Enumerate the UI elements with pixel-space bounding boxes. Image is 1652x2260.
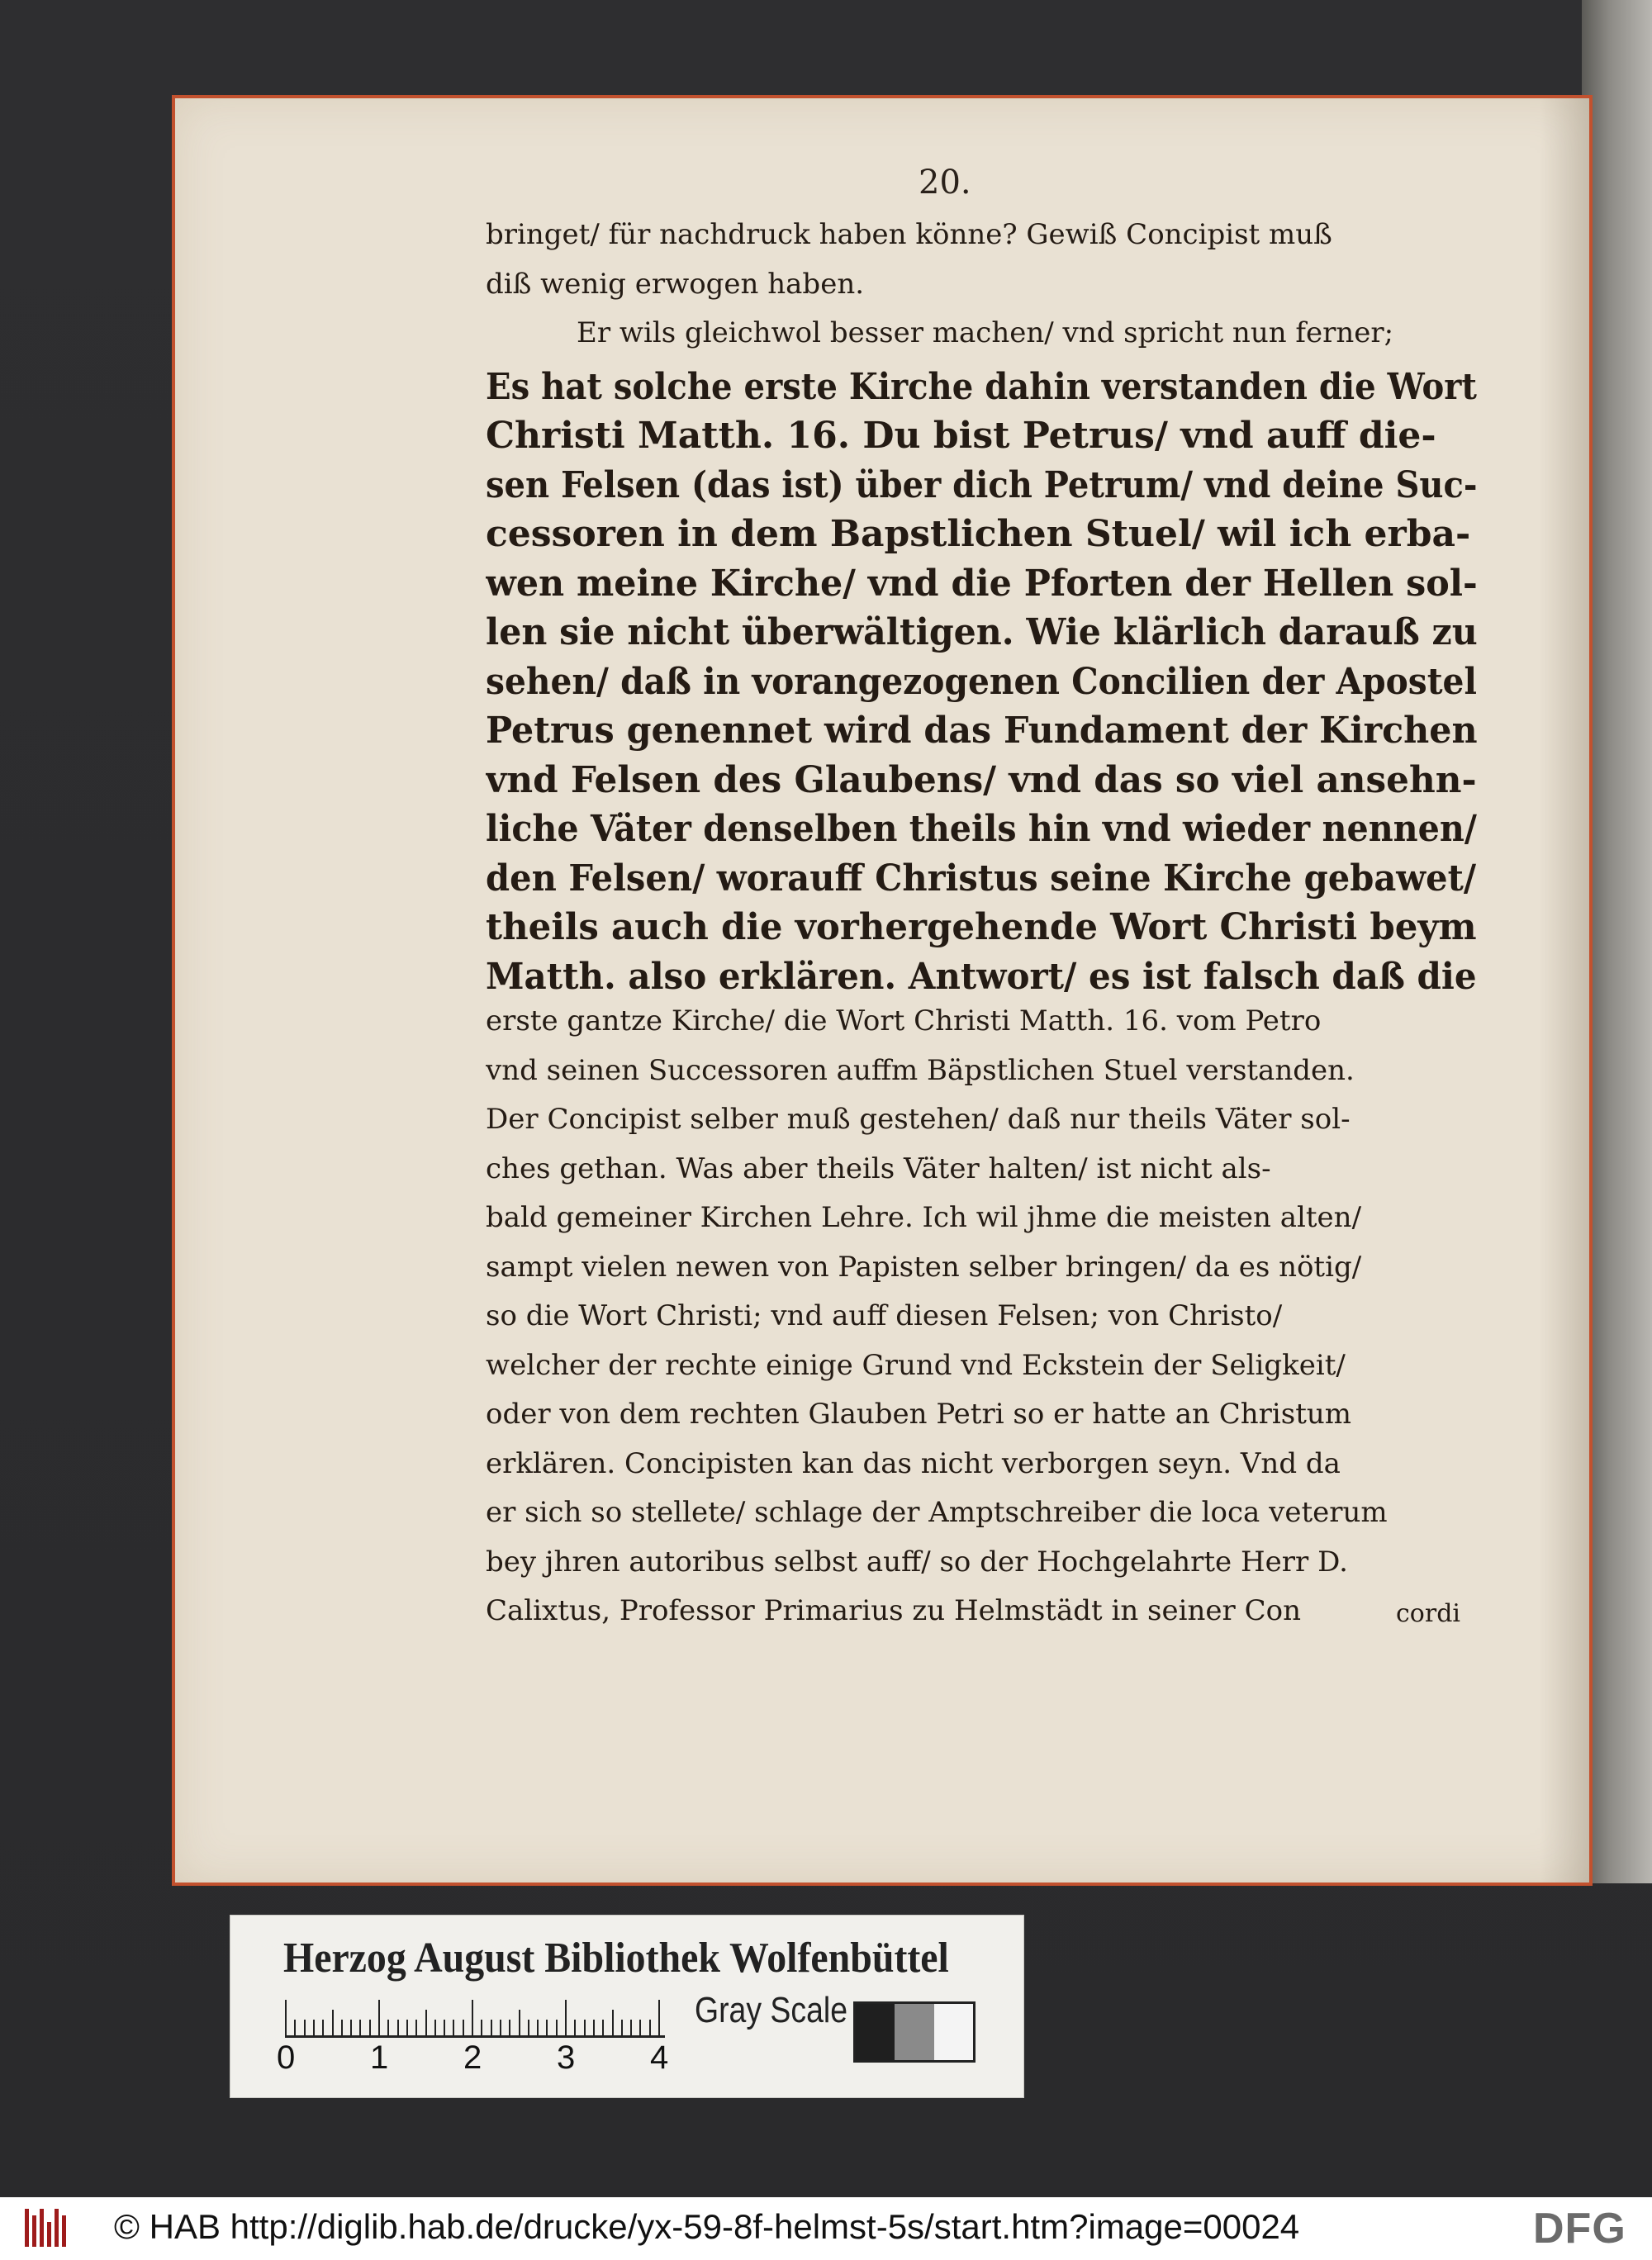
gray-swatch: [856, 2004, 895, 2060]
ruler-tick: [369, 2020, 371, 2038]
ruler-number: 0: [277, 2039, 296, 2076]
ruler-tick: [378, 2000, 380, 2038]
text-line: Calixtus, Professor Primarius zu Helmstädt in seiner Con: [486, 1594, 1301, 1627]
ruler-tick: [313, 2020, 315, 2038]
ruler-tick: [387, 2020, 389, 2038]
text-line: cessoren in dem Bapstlichen Stuel/ wil ich erba-: [486, 513, 1471, 555]
ruler-tick: [463, 2020, 464, 2038]
ruler-tick: [294, 2020, 296, 2038]
page-text-block: [486, 207, 1502, 1636]
ruler-tick: [519, 2010, 520, 2038]
text-line: Christi Matth. 16. Du bist Petrus/ vnd auff die-: [486, 415, 1436, 457]
text-line: vnd seinen Successoren auffm Bäpstlichen Stuel verstanden.: [486, 1053, 1355, 1087]
ruler-tick: [481, 2020, 482, 2038]
ruler-card: [230, 1915, 1024, 2098]
ruler-tick: [397, 2020, 399, 2038]
gray-scale-swatches: [853, 2001, 976, 2063]
ruler-tick: [556, 2020, 558, 2038]
page-number: 20.: [919, 164, 971, 202]
ruler-number: 1: [370, 2039, 389, 2076]
text-line: Petrus genennet wird das Fundament der Kirchen: [486, 710, 1478, 752]
text-line: Matth. also erklären. Antwort/ es ist falsch daß die: [486, 955, 1477, 998]
ruler-tick: [304, 2020, 306, 2038]
ruler-tick: [322, 2020, 324, 2038]
ruler-numbers: [277, 2039, 706, 2081]
text-line: er sich so stellete/ schlage der Amptschreiber die loca veterum: [486, 1496, 1388, 1529]
ruler-tick: [621, 2020, 623, 2038]
text-line: oder von dem rechten Glauben Petri so er hatte an Christum: [486, 1398, 1351, 1431]
text-line: bey jhren autoribus selbst auff/ so der Hochgelahrte Herr D.: [486, 1545, 1348, 1579]
footer-url-text[interactable]: © HAB http://diglib.hab.de/drucke/yx-59-8f-helmst-5s/start.htm?image=00024: [114, 2207, 1300, 2246]
ruler-tick: [649, 2020, 651, 2038]
ruler-tick: [658, 2000, 660, 2038]
ruler-tick: [630, 2020, 632, 2038]
footer-bar: [0, 2197, 1652, 2260]
ruler-tick: [285, 2000, 287, 2038]
ruler-tick: [593, 2020, 595, 2038]
ruler-tick: [500, 2020, 501, 2038]
text-line: so die Wort Christi; vnd auff diesen Felsen; von Christo/: [486, 1299, 1283, 1332]
ruler-tick: [434, 2020, 436, 2038]
ruler-tick: [584, 2020, 586, 2038]
text-line: liche Väter denselben theils hin vnd wieder nennen/: [486, 808, 1477, 850]
ruler-tick: [565, 2000, 567, 2038]
text-line: den Felsen/ worauff Christus seine Kirche gebawet/: [486, 857, 1477, 900]
page-gutter-shadow: [1540, 98, 1589, 1883]
text-line: sen Felsen (das ist) über dich Petrum/ vnd deine Suc-: [486, 463, 1478, 506]
ruler-tick: [350, 2020, 352, 2038]
ruler-tick: [444, 2020, 445, 2038]
text-line: Er wils gleichwol besser machen/ vnd spricht nun ferner;: [577, 316, 1394, 349]
text-line: sampt vielen newen von Papisten selber bringen/ da es nötig/: [486, 1250, 1362, 1284]
ruler-tick: [528, 2020, 529, 2038]
catchword: cordi: [1396, 1599, 1461, 1628]
text-line: Der Concipist selber muß gestehen/ daß nur theils Väter sol-: [486, 1103, 1351, 1136]
ruler-tick: [491, 2020, 492, 2038]
ruler-tick: [425, 2010, 427, 2038]
ruler-tick: [453, 2020, 454, 2038]
text-line: bald gemeiner Kirchen Lehre. Ich wil jhme die meisten alten/: [486, 1201, 1362, 1234]
gray-swatch: [895, 2004, 933, 2060]
hab-logo-icon: [25, 2209, 69, 2247]
text-line: vnd Felsen des Glaubens/ vnd das so viel ansehn-: [486, 758, 1477, 801]
ruler-number: 2: [463, 2039, 482, 2076]
ruler-tick: [602, 2020, 604, 2038]
text-line: wen meine Kirche/ vnd die Pforten der Hellen sol-: [486, 562, 1478, 605]
text-line: ches gethan. Was aber theils Väter halten/ ist nicht als-: [486, 1151, 1271, 1185]
dfg-logo: DFG: [1533, 2205, 1626, 2253]
text-line: bringet/ für nachdruck haben könne? Gewiß Concipist muß: [486, 218, 1332, 251]
ruler-tick: [472, 2000, 473, 2038]
library-title: Herzog August Bibliothek Wolfenbüttel: [283, 1935, 949, 1982]
text-line: diß wenig erwogen haben.: [486, 267, 865, 301]
text-line: theils auch die vorhergehende Wort Christi beym: [486, 906, 1477, 948]
text-line: len sie nicht überwältigen. Wie klärlich darauß zu: [486, 611, 1478, 653]
ruler-tick: [509, 2020, 510, 2038]
ruler-tick: [406, 2020, 408, 2038]
text-line: Es hat solche erste Kirche dahin verstanden die Wort: [486, 365, 1477, 408]
ruler-tick: [574, 2020, 576, 2038]
ruler-tick: [332, 2010, 334, 2038]
ruler: [285, 2000, 665, 2038]
text-line: sehen/ daß in vorangezogenen Concilien der Apostel: [486, 660, 1477, 703]
ruler-number: 3: [557, 2039, 576, 2076]
text-line: welcher der rechte einige Grund vnd Eckstein der Seligkeit/: [486, 1348, 1346, 1382]
ruler-tick: [341, 2020, 343, 2038]
ruler-number: 4: [650, 2039, 669, 2076]
ruler-tick: [639, 2020, 641, 2038]
ruler-tick: [546, 2020, 548, 2038]
gray-scale-label: Gray Scale: [695, 1990, 847, 2030]
text-line: erste gantze Kirche/ die Wort Christi Matth. 16. vom Petro: [486, 1004, 1322, 1037]
ruler-tick: [612, 2010, 614, 2038]
gray-swatch: [934, 2004, 973, 2060]
ruler-tick: [359, 2020, 361, 2038]
ruler-tick: [537, 2020, 539, 2038]
ruler-tick: [415, 2020, 417, 2038]
text-line: erklären. Concipisten kan das nicht verborgen seyn. Vnd da: [486, 1446, 1341, 1480]
